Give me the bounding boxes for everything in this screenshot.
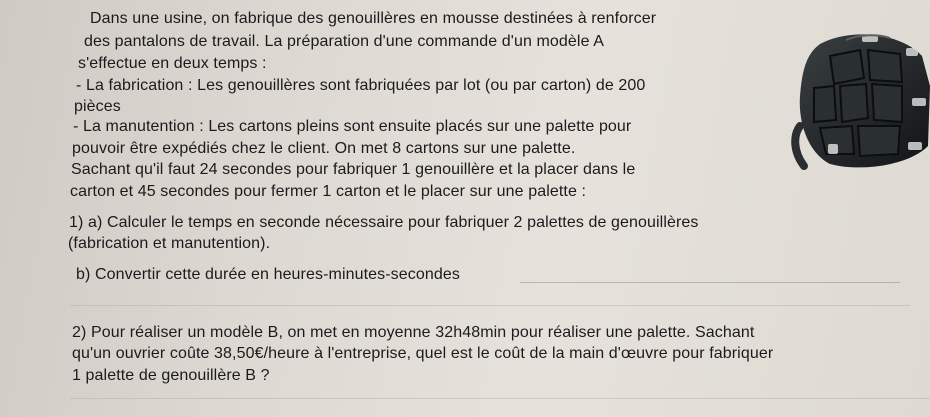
intro-line-7: pouvoir être expédiés chez le client. On met 8 cartons sur une palette.	[72, 140, 576, 157]
intro-line-1: Dans une usine, on fabrique des genouillères en mousse destinées à renforcer	[90, 10, 657, 27]
intro-line-6: - La manutention : Les cartons pleins sont ensuite placés sur une palette pour	[73, 118, 632, 135]
intro-line-9: carton et 45 secondes pour fermer 1 carton et le placer sur une palette :	[70, 183, 587, 200]
question-1a-line-2: (fabrication et manutention).	[68, 235, 271, 252]
intro-line-2: des pantalons de travail. La préparation d'une commande d'un modèle A	[84, 33, 605, 50]
intro-line-3: s'effectue en deux temps :	[78, 55, 267, 72]
answer-line	[520, 282, 900, 283]
question-2-line-2: qu'un ouvrier coûte 38,50€/heure à l'entreprise, quel est le coût de la main d'œuvre pour fabriquer	[72, 345, 774, 362]
question-1a-line-1: 1) a) Calculer le temps en seconde nécessaire pour fabriquer 2 palettes de genouillères	[69, 214, 699, 231]
answer-line	[70, 398, 930, 399]
intro-line-5: pièces	[74, 98, 121, 115]
answer-line	[70, 305, 910, 306]
question-2-line-1: 2) Pour réaliser un modèle B, on met en moyenne 32h48min pour réaliser une palette. Sachant	[72, 324, 755, 341]
kneepad-icon	[790, 26, 930, 172]
intro-line-8: Sachant qu'il faut 24 secondes pour fabriquer 1 genouillère et la placer dans le	[71, 161, 636, 178]
intro-line-4: - La fabrication : Les genouillères sont fabriquées par lot (ou par carton) de 200	[76, 77, 646, 94]
question-2-line-3: 1 palette de genouillère B ?	[72, 367, 270, 384]
question-1b: b) Convertir cette durée en heures-minutes-secondes	[76, 266, 460, 283]
